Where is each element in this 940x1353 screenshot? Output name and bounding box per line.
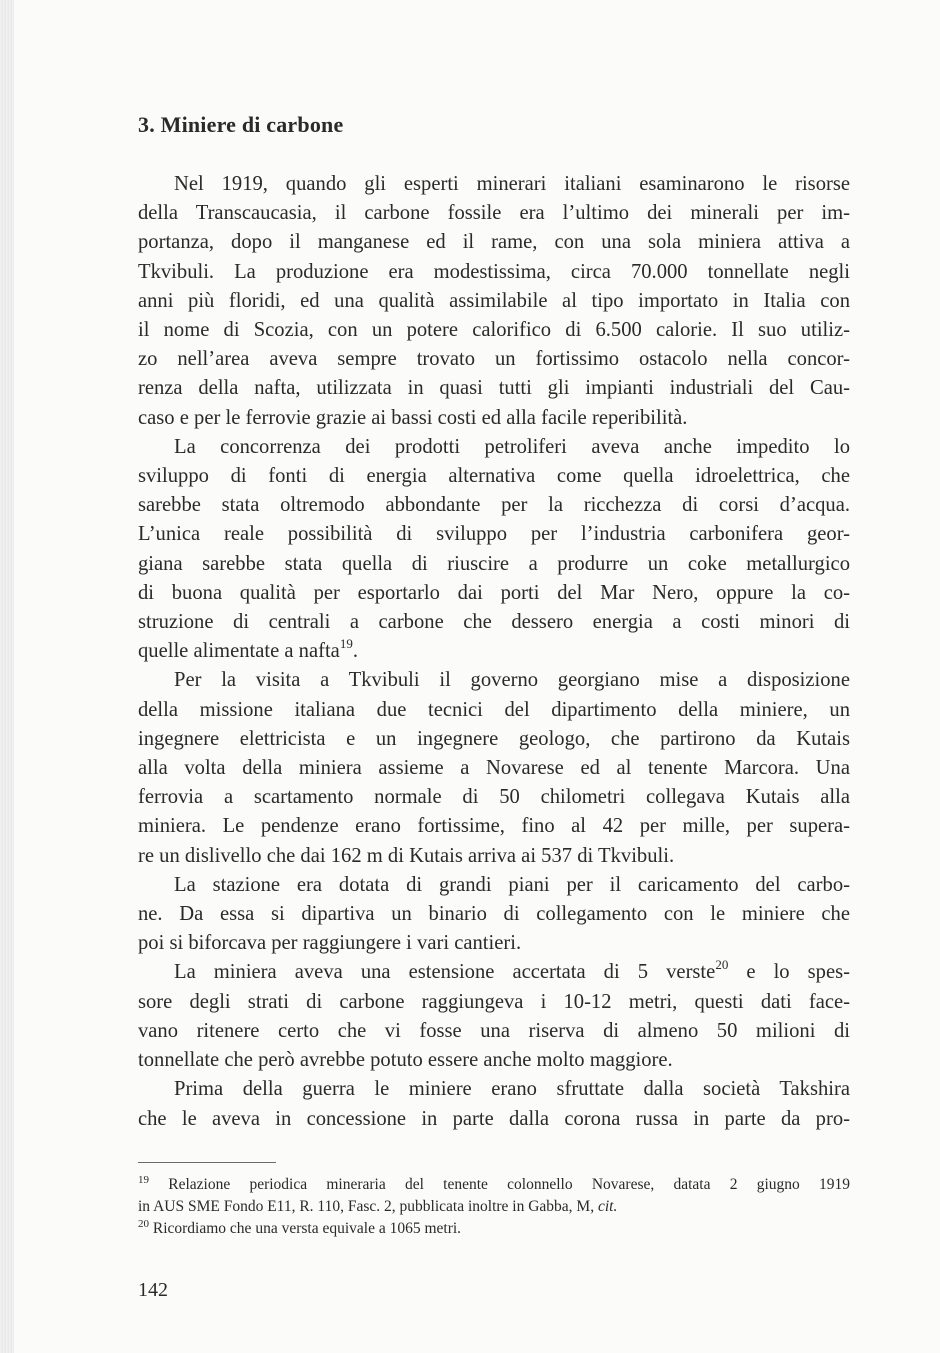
page-number: 142 [138, 1279, 168, 1301]
text-line [138, 637, 850, 666]
footnotes [138, 1174, 850, 1240]
text-line [138, 258, 850, 287]
footnote-text: Relazione periodica mineraria del tenente colonnello Novarese, datata 2 giugno 1919 [168, 1176, 851, 1193]
line-text: caso e per le ferrovie grazie ai bassi costi ed alla facile reperibilità. [138, 406, 688, 429]
text-line [138, 228, 850, 257]
line-text: ferrovia a scartamento normale di 50 chilometri collegava Kutais alla [138, 786, 850, 809]
footnote-number: 20 [138, 1218, 149, 1230]
text-line [138, 725, 850, 754]
line-text: della Transcaucasia, il carbone fossile era l’ultimo dei minerali per im- [138, 202, 850, 225]
body-text [138, 170, 850, 1134]
book-spine-shadow [0, 0, 14, 1353]
text-line [138, 871, 850, 900]
footnote-19 [138, 1174, 850, 1196]
footnote-citation: cit. [597, 1198, 618, 1215]
footnote-number: 19 [138, 1174, 149, 1186]
text-line [138, 170, 850, 199]
text-line [138, 929, 850, 958]
line-text: zo nell’area aveva sempre trovato un fortissimo ostacolo nella concor- [138, 348, 850, 371]
text-line [138, 404, 850, 433]
text-line [138, 287, 850, 316]
text-line [138, 696, 850, 725]
footnote-ref: 19 [339, 636, 353, 652]
text-line [138, 199, 850, 228]
section-title: 3. Miniere di carbone [138, 112, 344, 137]
line-text: La concorrenza dei prodotti petroliferi aveva anche impedito lo [174, 435, 850, 458]
line-text: tonnellate che però avrebbe potuto essere anche molto maggiore. [138, 1049, 673, 1072]
footnote-text: Ricordiamo che una versta equivale a 1065 metri. [152, 1220, 462, 1237]
footnote-19-continued [138, 1196, 850, 1218]
line-text: il nome di Scozia, con un potere calorifico di 6.500 calorie. Il suo utiliz- [138, 319, 850, 342]
text-line [138, 579, 850, 608]
line-text-after-ref: e lo spes- [728, 961, 850, 984]
line-text: La miniera aveva una estensione accertata di 5 verste [174, 961, 716, 984]
text-line [138, 754, 850, 783]
text-line [138, 1075, 850, 1104]
line-text: poi si biforcava per raggiungere i vari cantieri. [138, 932, 522, 955]
text-line [138, 842, 850, 871]
footnote-divider [138, 1162, 276, 1163]
line-text: portanza, dopo il manganese ed il rame, con una sola miniera attiva a [138, 231, 850, 254]
footnote-ref: 20 [715, 957, 729, 973]
line-text: re un dislivello che dai 162 m di Kutais arriva ai 537 di Tkvibuli. [138, 844, 675, 867]
line-text: di buona qualità per esportarlo dai porti del Mar Nero, oppure la co- [138, 581, 850, 604]
text-line [138, 491, 850, 520]
line-text: alla volta della miniera assieme a Novarese ed al tenente Marcora. Una [138, 757, 850, 780]
text-line [138, 1105, 850, 1134]
text-line [138, 812, 850, 841]
line-text: struzione di centrali a carbone che dessero energia a costi minori di [138, 611, 850, 634]
line-text: Nel 1919, quando gli esperti minerari italiani esaminarono le risorse [174, 173, 850, 195]
line-text: della missione italiana due tecnici del dipartimento della miniere, un [138, 698, 850, 721]
line-text: sviluppo di fonti di energia alternativa come quella idroelettrica, che [138, 465, 850, 488]
text-line [138, 374, 850, 403]
text-line [138, 1046, 850, 1075]
text-line [138, 666, 850, 695]
line-text: ne. Da essa si dipartiva un binario di collegamento con le miniere che [138, 903, 850, 926]
footnote-text: in AUS SME Fondo E11, R. 110, Fasc. 2, pubblicata inoltre in Gabba, M, [138, 1198, 598, 1215]
line-text: quelle alimentate a nafta [138, 640, 340, 663]
line-text: che le aveva in concessione in parte dalla corona russa in parte da pro- [138, 1107, 850, 1130]
line-text: sore degli strati di carbone raggiungeva i 10-12 metri, questi dati face- [138, 990, 850, 1013]
line-text: sarebbe stata oltremodo abbondante per la ricchezza di corsi d’acqua. [138, 494, 850, 517]
text-line [138, 316, 850, 345]
line-text: anni più floridi, ed una qualità assimilabile al tipo importato in Italia con [138, 289, 850, 312]
text-line [138, 462, 850, 491]
line-text: Per la visita a Tkvibuli il governo georgiano mise a disposizione [174, 669, 850, 692]
text-line [138, 958, 850, 987]
text-line [138, 783, 850, 812]
line-text-after-ref: . [352, 640, 358, 663]
line-text: vano ritenere certo che vi fosse una riserva di almeno 50 milioni di [138, 1019, 850, 1042]
line-text: Tkvibuli. La produzione era modestissima, circa 70.000 tonnellate negli [138, 260, 850, 283]
text-line [138, 608, 850, 637]
line-text: miniera. Le pendenze erano fortissime, fino al 42 per mille, per supera- [138, 815, 850, 838]
footnote-20 [138, 1218, 850, 1240]
text-line [138, 345, 850, 374]
text-line [138, 900, 850, 929]
text-line [138, 550, 850, 579]
text-line [138, 1017, 850, 1046]
line-text: renza della nafta, utilizzata in quasi tutti gli impianti industriali del Cau- [138, 377, 850, 400]
text-line [138, 433, 850, 462]
line-text: L’unica reale possibilità di sviluppo per l’industria carbonifera geor- [138, 523, 850, 546]
line-text: ingegnere elettricista e un ingegnere geologo, che partirono da Kutais [138, 727, 850, 750]
line-text: giana sarebbe stata quella di riuscire a produrre un coke metallurgico [138, 552, 850, 575]
line-text: Prima della guerra le miniere erano sfruttate dalla società Takshira [174, 1078, 850, 1101]
line-text: La stazione era dotata di grandi piani per il caricamento del carbo- [174, 873, 850, 896]
text-line [138, 988, 850, 1017]
text-line [138, 520, 850, 549]
